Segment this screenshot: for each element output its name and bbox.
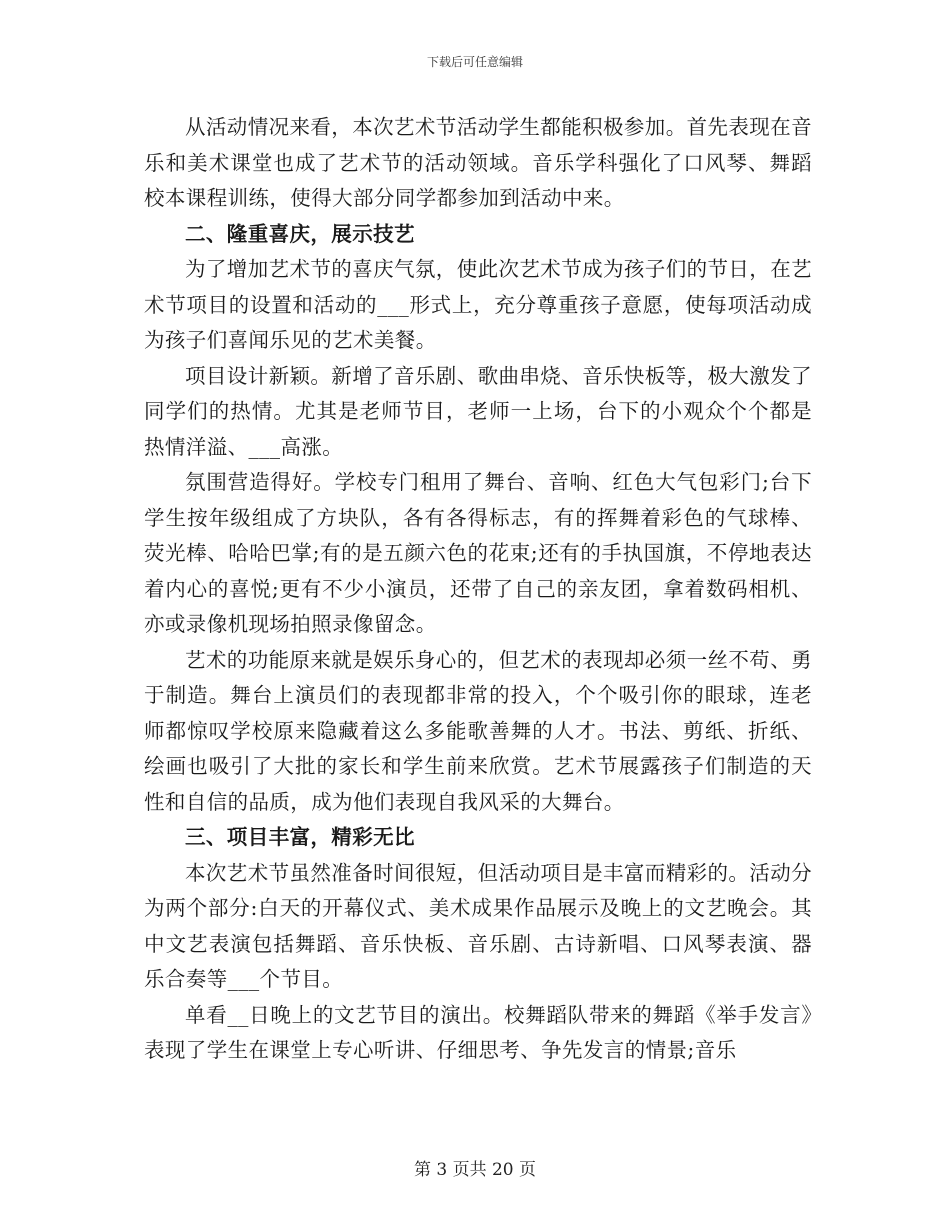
section-heading-3: 三、项目丰富，精彩无比 [185,825,415,849]
page-header: 下载后可任意编辑 [426,55,523,69]
page-footer: 第 3 页共 20 页 [413,1160,537,1180]
paragraph-6: 本次艺术节虽然准备时间很短，但活动项目是丰富而精彩的。活动分为两个部分:白天的开幕仪式、美术成果作品展示及晚上的文艺晚会。其中文艺表演包括舞蹈、音乐快板、音乐剧、古诗新唱、口风琴表演、器乐合奏等___个节目。 [144,860,812,991]
document-body [144,110,812,1069]
paragraph-2: 为了增加艺术节的喜庆气氛，使此次艺术节成为孩子们的节日，在艺术节项目的设置和活动的___形式上，充分尊重孩子意愿，使每项活动成为孩子们喜闻乐见的艺术美餐。 [144,257,812,352]
paragraph-3: 项目设计新颖。新增了音乐剧、歌曲串烧、音乐快板等，极大激发了同学们的热情。尤其是老师节目，老师一上场，台下的小观众个个都是热情洋溢、___高涨。 [144,363,812,459]
paragraph-4: 氛围营造得好。学校专门租用了舞台、音响、红色大气包彩门;台下学生按年级组成了方块队，各有各得标志，有的挥舞着彩色的气球棒、荧光棒、哈哈巴掌;有的是五颜六色的花束;还有的手执国旗，不停地表达着内心的喜悦;更有不少小演员，还带了自己的亲友团，拿着数码相机、亦或录像机现场拍照录像留念。 [144,470,812,636]
paragraph-5: 艺术的功能原来就是娱乐身心的，但艺术的表现却必须一丝不苟、勇于制造。舞台上演员们的表现都非常的投入，个个吸引你的眼球，连老师都惊叹学校原来隐藏着这么多能歌善舞的人才。书法、剪纸、折纸、绘画也吸引了大批的家长和学生前来欣赏。艺术节展露孩子们制造的天性和自信的品质，成为他们表现自我风采的大舞台。 [144,647,812,814]
paragraph-7: 单看__日晚上的文艺节目的演出。校舞蹈队带来的舞蹈《举手发言》表现了学生在课堂上专心听讲、仔细思考、争先发言的情景;音乐 [144,1002,812,1062]
paragraph-1: 从活动情况来看，本次艺术节活动学生都能积极参加。首先表现在音乐和美术课堂也成了艺术节的活动领域。音乐学科强化了口风琴、舞蹈校本课程训练，使得大部分同学都参加到活动中来。 [144,115,812,210]
section-heading-2: 二、隆重喜庆，展示技艺 [185,221,415,246]
